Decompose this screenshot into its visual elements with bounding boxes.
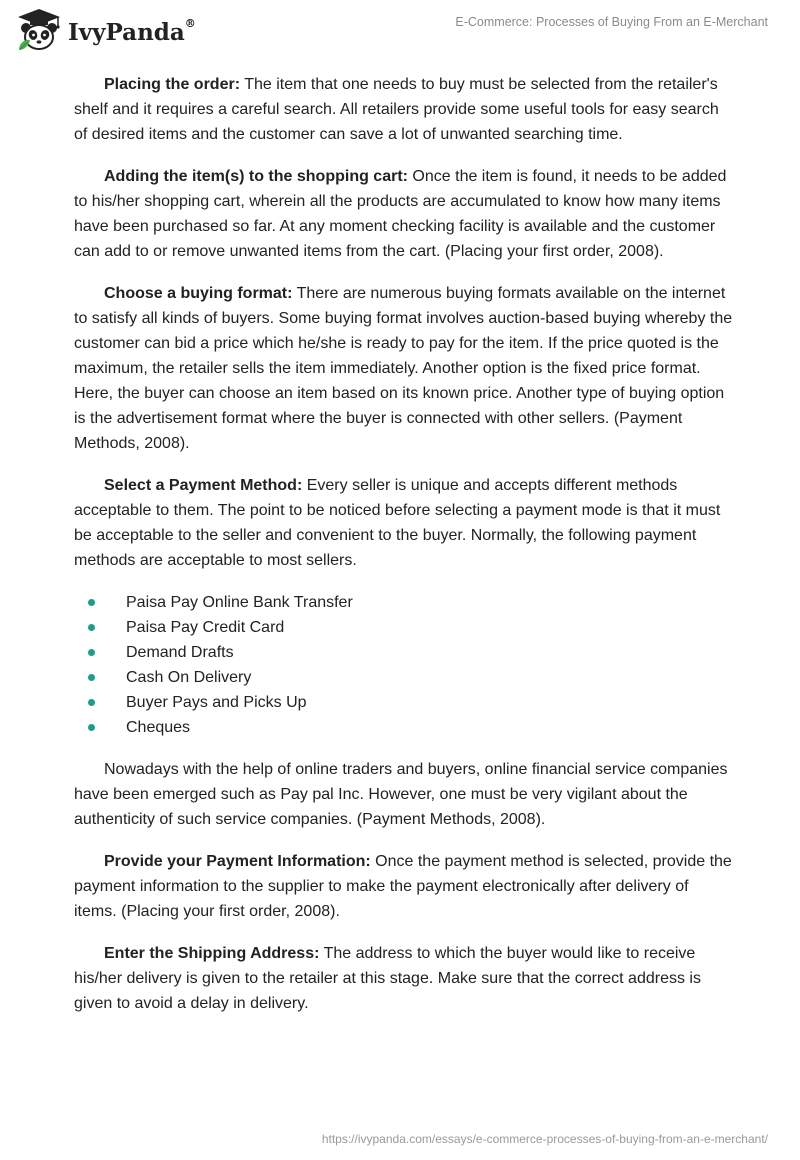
page-header <box>0 0 800 60</box>
paragraph-heading: Placing the order: <box>104 76 241 93</box>
paragraph-shopping-cart <box>74 164 734 264</box>
panda-graduate-icon <box>14 6 64 56</box>
list-item-text: Demand Drafts <box>126 644 234 661</box>
paragraph-heading: Provide your Payment Information: <box>104 853 371 870</box>
list-item-text: Paisa Pay Online Bank Transfer <box>126 594 353 611</box>
bullet-icon <box>88 699 95 706</box>
bullet-icon <box>88 724 95 731</box>
bullet-icon <box>88 599 95 606</box>
ivypanda-logo[interactable] <box>14 6 196 56</box>
list-item <box>74 690 734 715</box>
source-url-link[interactable]: https://ivypanda.com/essays/e-commerce-processes-of-buying-from-an-e-merchant/ <box>321 1132 768 1146</box>
list-item <box>74 590 734 615</box>
paragraph-text: There are numerous buying formats available on the internet to satisfy all kinds of buyers. Some buying format involves auction-based buying whereby the customer can bid a price which he/she is ready to pay for the item. If the price quoted is the maximum, the retailer sells the item immediately. Another option is the fixed price format. Here, the buyer can choose an item based on its known price. Another type of buying option is the advertisement format where the buyer is connected with other sellers. (Payment Methods, 2008). <box>74 285 733 452</box>
paragraph-payment-method <box>74 473 734 573</box>
list-item-text: Cheques <box>126 719 191 736</box>
paragraph-financial-services: Nowadays with the help of online traders and buyers, online financial service companies have been emerged such as Pay pal Inc. However, one must be very vigilant about the authenticity of such service companies. (Payment Methods, 2008). <box>74 761 728 828</box>
paragraph-payment-info <box>74 849 734 924</box>
paragraph-heading: Select a Payment Method: <box>104 477 303 494</box>
paragraph-text: The address to which the buyer would like to receive his/her delivery is given to the retailer at this stage. Make sure that the correct address is given to avoid a delay in delivery. <box>74 945 701 1012</box>
essay-body <box>74 72 734 1033</box>
list-item-text: Paisa Pay Credit Card <box>126 619 285 636</box>
paragraph-text: Every seller is unique and accepts different methods acceptable to them. The point to be noticed before selecting a payment mode is that it must be acceptable to the seller and convenient to the buyer. Normally, the following payment methods are acceptable to most sellers. <box>74 477 721 569</box>
bullet-icon <box>88 649 95 656</box>
paragraph-buying-format <box>74 281 734 456</box>
list-item-text: Buyer Pays and Picks Up <box>126 694 307 711</box>
paragraph-heading: Adding the item(s) to the shopping cart: <box>104 168 408 185</box>
paragraph-text: Once the payment method is selected, provide the payment information to the supplier to make the payment electronically after delivery of items. (Placing your first order, 2008). <box>74 853 732 920</box>
document-title: E-Commerce: Processes of Buying From an E-Merchant <box>455 15 768 29</box>
paragraph-placing-order <box>74 72 734 147</box>
paragraph-heading: Choose a buying format: <box>104 285 293 302</box>
list-item-text: Cash On Delivery <box>126 669 252 686</box>
payment-methods-list <box>74 590 734 740</box>
list-item <box>74 640 734 665</box>
bullet-icon <box>88 674 95 681</box>
registered-mark: ® <box>184 16 196 30</box>
paragraph-text: Once the item is found, it needs to be added to his/her shopping cart, wherein all the products are accumulated to know how many items have been purchased so far. At any moment checking facility is available and the customer can add to or remove unwanted items from the cart. (Placing your first order, 2008). <box>74 168 727 260</box>
paragraph-shipping-address <box>74 941 734 1016</box>
paragraph-heading: Enter the Shipping Address: <box>104 945 320 962</box>
bullet-icon <box>88 624 95 631</box>
paragraph-text: The item that one needs to buy must be selected from the retailer's shelf and it requires a careful search. All retailers provide some useful tools for easy search of desired items and the customer can save a lot of unwanted searching time. <box>74 76 719 143</box>
list-item <box>74 715 734 740</box>
list-item <box>74 615 734 640</box>
list-item <box>74 665 734 690</box>
brand-name: IvyPanda® <box>68 16 196 46</box>
